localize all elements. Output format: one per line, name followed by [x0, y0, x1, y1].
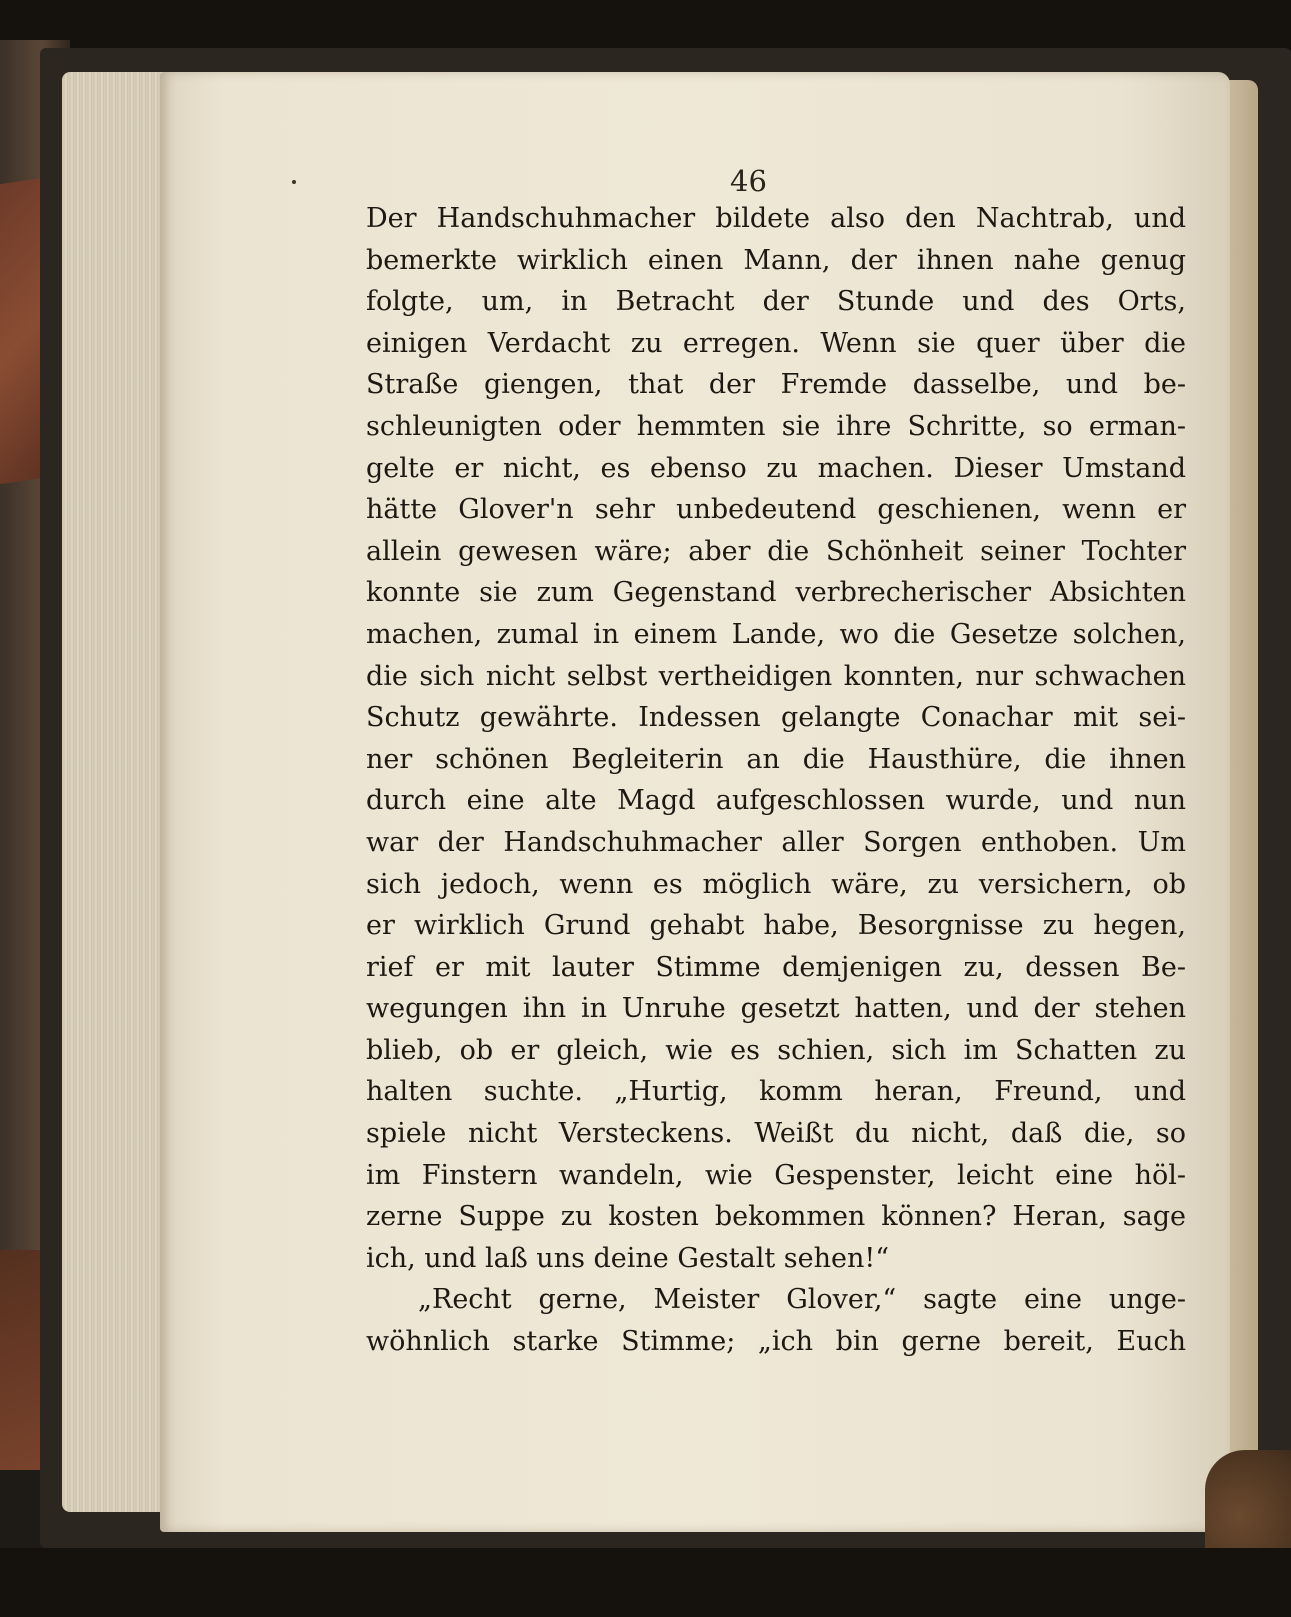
- background-top: [0, 0, 1291, 50]
- text-line: halten suchte. „Hurtig, komm heran, Freund, und: [366, 1076, 1186, 1108]
- text-line: ner schönen Begleiterin an die Hausthüre, die ihnen: [366, 743, 1186, 775]
- text-line: Der Handschuhmacher bildete also den Nachtrab, und: [366, 203, 1186, 234]
- text-line: rief er mit lauter Stimme demjenigen zu, dessen Be-: [366, 951, 1186, 983]
- text-line: wegungen ihn in Unruhe gesetzt hatten, und der stehen: [366, 993, 1186, 1025]
- page-number: 46: [730, 164, 767, 198]
- text-line: er wirklich Grund gehabt habe, Besorgnisse zu hegen,: [366, 910, 1186, 942]
- text-line: schleunigten oder hemmten sie ihre Schritte, so erman-: [366, 410, 1186, 442]
- text-line: ich, und laß uns deine Gestalt sehen!“: [366, 1242, 890, 1274]
- text-line: „Recht gerne, Meister Glover,“ sagte eine unge-: [418, 1284, 1186, 1316]
- text-line: zerne Suppe zu kosten bekommen können? Heran, sage: [366, 1201, 1186, 1233]
- background-bottom: [0, 1548, 1291, 1617]
- text-line: spiele nicht Versteckens. Weißt du nicht, daß die, so: [366, 1118, 1186, 1150]
- text-line: hätte Glover'n sehr unbedeutend geschienen, wenn er: [366, 494, 1186, 526]
- text-line: allein gewesen wäre; aber die Schönheit seiner Tochter: [366, 535, 1186, 567]
- text-line: durch eine alte Magd aufgeschlossen wurde, und nun: [366, 785, 1186, 817]
- text-line: bemerkte wirklich einen Mann, der ihnen nahe genug: [366, 244, 1186, 276]
- text-line: Schutz gewährte. Indessen gelangte Conachar mit sei-: [366, 702, 1186, 734]
- text-line: einigen Verdacht zu erregen. Wenn sie quer über die: [366, 327, 1186, 359]
- text-line: die sich nicht selbst vertheidigen konnten, nur schwachen: [366, 660, 1186, 692]
- text-line: folgte, um, in Betracht der Stunde und des Orts,: [366, 286, 1186, 318]
- page-text: [366, 198, 1186, 1363]
- ink-speck: [292, 180, 296, 184]
- text-line: sich jedoch, wenn es möglich wäre, zu versichern, ob: [366, 868, 1186, 900]
- text-line: gelte er nicht, es ebenso zu machen. Dieser Umstand: [366, 452, 1186, 484]
- text-line: konnte sie zum Gegenstand verbrecherischer Absichten: [366, 577, 1186, 609]
- text-line: Straße giengen, that der Fremde dasselbe, und be-: [366, 369, 1186, 401]
- text-line: blieb, ob er gleich, wie es schien, sich im Schatten zu: [366, 1034, 1186, 1066]
- text-line: war der Handschuhmacher aller Sorgen enthoben. Um: [366, 826, 1186, 858]
- text-line: wöhnlich starke Stimme; „ich bin gerne bereit, Euch: [366, 1326, 1186, 1358]
- text-line: im Finstern wandeln, wie Gespenster, leicht eine höl-: [366, 1159, 1186, 1191]
- text-line: machen, zumal in einem Lande, wo die Gesetze solchen,: [366, 618, 1186, 650]
